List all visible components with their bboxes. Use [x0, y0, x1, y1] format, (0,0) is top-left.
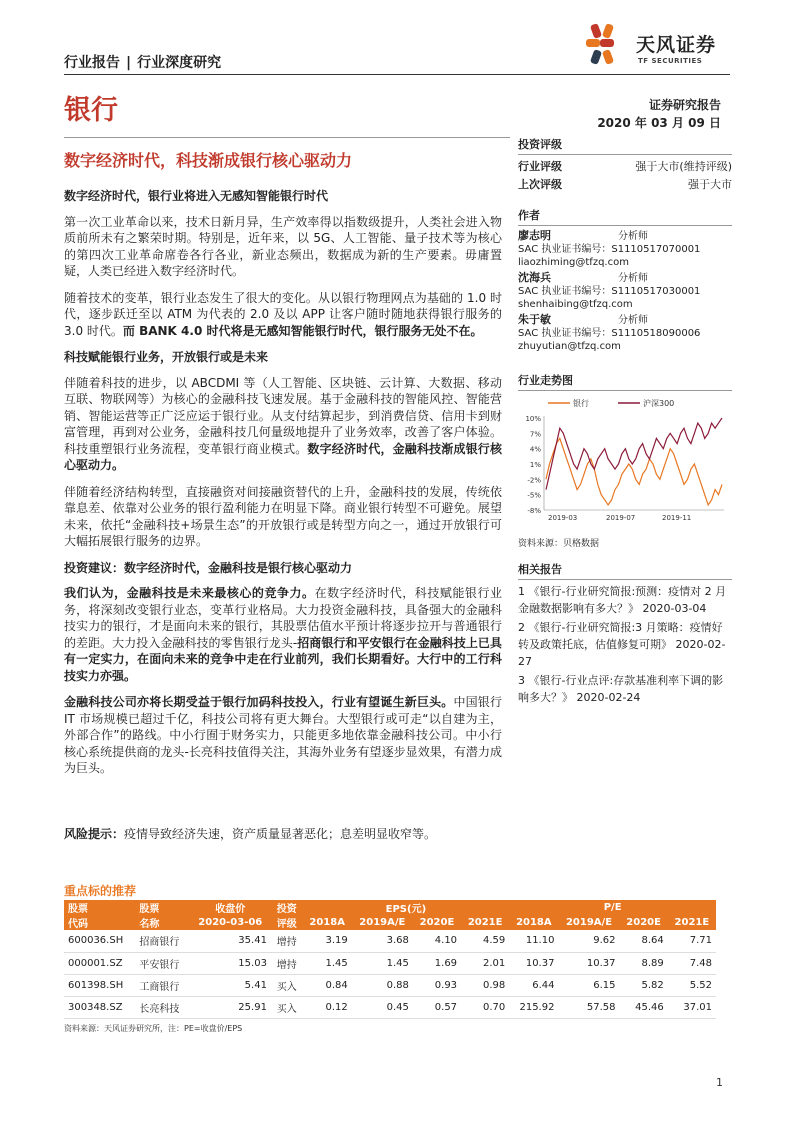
- table-cell: 000001.SZ: [64, 952, 135, 974]
- header-cell: 2020E: [620, 915, 668, 930]
- title-divider: [64, 137, 510, 138]
- table-cell: 0.88: [352, 974, 413, 996]
- analyst-email[interactable]: zhuyutian@tfzq.com: [518, 341, 621, 352]
- analyst-role: 分析师: [618, 273, 648, 284]
- prev-rating-label: 上次评级: [518, 178, 562, 191]
- analyst-name: 廖志明: [518, 229, 551, 242]
- paragraph-5-emphasis: 招商银行和平安银行在金融科技上已具有一定实力，在面向未来的竞争中走在行业前列，我们长期看好。大行中的工行科技实力亦强。: [64, 635, 502, 683]
- header-divider: [64, 74, 730, 75]
- related-report-item[interactable]: 2 《银行-行业研究简报:3 月策略：疫情好转及政策托底，估值修复可期》 2020-02-27: [518, 621, 726, 668]
- table-cell: 0.45: [352, 996, 413, 1018]
- analyst-cert: SAC 执业证书编号：S1110518090006: [518, 328, 701, 339]
- paragraph-4: 伴随着经济结构转型，直接融资对间接融资替代的上升，金融科技的发展，传统依靠息差、依靠对公业务的银行盈利能力在明显下降。商业银行转型不可避免。展望未来，依托“金融科技+场景生态”的开放银行或是转型方向之一，通过开放银行可大幅拓展银行服务的边界。: [64, 484, 502, 548]
- industry-rating-label: 行业评级: [518, 160, 562, 173]
- analyst-name: 沈海兵: [518, 271, 551, 284]
- table-cell: 0.70: [461, 996, 509, 1018]
- header-cell: 2018A: [509, 915, 558, 930]
- table-cell: 5.41: [190, 974, 271, 996]
- related-report-item[interactable]: 3 《银行-行业点评:存款基准利率下调的影响多大？》 2020-02-24: [518, 674, 724, 704]
- y-tick-label: 4%: [529, 445, 541, 454]
- author-heading: 作者: [518, 207, 732, 226]
- report-type: 证券研究报告: [648, 98, 721, 112]
- table-cell: 45.46: [620, 996, 668, 1018]
- series-line-bank: [546, 438, 722, 505]
- table-cell: 2.01: [461, 952, 509, 974]
- table-cell: 10.37: [558, 952, 619, 974]
- paragraph-6-text: 中国银行 IT 市场规模已超过千亿，科技公司将有更大舞台。大型银行或可走“以自建为主，外部合作”的路线。中小行囿于财务实力，只能更多地依靠金融科技公司。中小行核心系统提供商的龙头-长亮科技值得关注，其海外业务有望逐步显效果，有潜力成为巨头。: [64, 695, 502, 775]
- related-heading: 相关报告: [518, 561, 732, 580]
- table-cell: 11.10: [509, 930, 558, 952]
- header-cell: 2019A/E: [558, 915, 619, 930]
- table-source-note: 资料来源：天风证券研究所，注：PE=收盘价/EPS: [64, 1024, 243, 1033]
- table-cell: 平安银行: [135, 952, 189, 974]
- series-line-csi300: [546, 418, 722, 490]
- table-cell: 9.62: [558, 930, 619, 952]
- prev-rating-value: 强于大市: [688, 178, 732, 191]
- header-cell: 2019A/E: [352, 915, 413, 930]
- table-cell: 7.48: [668, 952, 716, 974]
- stock-recommendation-table: [64, 900, 716, 1019]
- header-cell: 名称: [135, 915, 189, 930]
- paragraph-2-text: 随着技术的变革，银行业态发生了很大的变化。从以银行物理网点为基础的 1.0 时代，逐步跃迁至以 ATM 为代表的 2.0 及以 APP 让客户随时随地获得银行服务的 3.0 时代。: [64, 290, 502, 338]
- x-tick-label: 2019-03: [548, 514, 578, 522]
- y-tick-label: 7%: [529, 430, 541, 439]
- table-cell: 10.37: [509, 952, 558, 974]
- report-date: 2020 年 03 月 09 日: [597, 116, 721, 130]
- table-row: [64, 996, 716, 1018]
- header-cell: 2021E: [461, 915, 509, 930]
- table-cell: 增持: [271, 952, 303, 974]
- paragraph-6: [64, 694, 502, 777]
- prev-rating-row: [518, 176, 732, 194]
- table-cell: 7.71: [668, 930, 716, 952]
- table-cell: 215.92: [509, 996, 558, 1018]
- table-cell: 5.52: [668, 974, 716, 996]
- paragraph-1: 第一次工业革命以来，技术日新月异，生产效率得以指数级提升，人类社会进入物质前所未有之繁荣时期。特别是，近年来，以 5G、人工智能、量子技术等为核心的第四次工业革命席卷各行各业，新业态频出，数据成为新的生产要素。毋庸置疑，人类已经进入数字经济时代。: [64, 214, 502, 278]
- table-cell: 57.58: [558, 996, 619, 1018]
- header-cell: 股票: [135, 900, 189, 915]
- table-cell: 35.41: [190, 930, 271, 952]
- table-cell: 买入: [271, 996, 303, 1018]
- header-cell: 2021E: [668, 915, 716, 930]
- table-cell: 0.84: [303, 974, 352, 996]
- subcategory-label: 行业深度研究: [137, 55, 222, 71]
- analyst-card: [518, 271, 732, 311]
- rating-panel: [518, 136, 732, 194]
- paragraph-5: [64, 585, 502, 684]
- table-cell: 8.89: [620, 952, 668, 974]
- industry-trend-chart: [518, 392, 732, 532]
- rating-heading: 投资评级: [518, 136, 732, 155]
- table-row: [64, 952, 716, 974]
- paragraph-2-emphasis: 而 BANK 4.0 时代将是无感知智能银行时代，银行服务无处不在。: [122, 323, 483, 338]
- table-header-row: [64, 915, 716, 930]
- category-separator: |: [126, 55, 132, 71]
- y-tick-label: -5%: [527, 491, 541, 500]
- header-cell: 2020E: [413, 915, 461, 930]
- header-cell: EPS(元): [303, 900, 510, 915]
- analyst-cert: SAC 执业证书编号：S1110517030001: [518, 286, 701, 297]
- table-cell: 6.44: [509, 974, 558, 996]
- table-cell: 8.64: [620, 930, 668, 952]
- table-cell: 0.12: [303, 996, 352, 1018]
- legend-label: 沪深300: [643, 399, 675, 408]
- table-cell: 25.91: [190, 996, 271, 1018]
- table-cell: 0.57: [413, 996, 461, 1018]
- table-cell: 1.69: [413, 952, 461, 974]
- related-panel: [518, 561, 732, 708]
- related-report-item[interactable]: 1 《银行-行业研究简报:预测：疫情对 2 月金融数据影响有多大？》 2020-03-04: [518, 585, 727, 615]
- analyst-role: 分析师: [618, 315, 648, 326]
- table-cell: 0.93: [413, 974, 461, 996]
- table-cell: 长亮科技: [135, 996, 189, 1018]
- y-tick-label: 1%: [529, 461, 541, 469]
- analyst-email[interactable]: liaozhiming@tfzq.com: [518, 257, 629, 268]
- analyst-email[interactable]: shenhaibing@tfzq.com: [518, 299, 633, 310]
- header-cell: 代码: [64, 915, 135, 930]
- paragraph-5-lead: 我们认为，金融科技是未来最核心的竞争力。: [64, 586, 315, 600]
- paragraph-3-emphasis: 数字经济时代，金融科技渐成银行核心驱动力。: [64, 441, 502, 472]
- table-cell: 1.45: [352, 952, 413, 974]
- x-tick-label: 2019-07: [606, 514, 636, 522]
- trend-heading: 行业走势图: [518, 372, 732, 391]
- analyst-card: [518, 229, 732, 269]
- table-cell: 0.98: [461, 974, 509, 996]
- risk-note: [64, 825, 436, 842]
- table-cell: 600036.SH: [64, 930, 135, 952]
- table-cell: 工商银行: [135, 974, 189, 996]
- table-cell: 3.19: [303, 930, 352, 952]
- table-cell: 601398.SH: [64, 974, 135, 996]
- table-cell: 5.82: [620, 974, 668, 996]
- header-cell: P/E: [509, 900, 716, 915]
- table-cell: 增持: [271, 930, 303, 952]
- risk-text: 疫情导致经济失速，资产质量显著恶化；息差明显收窄等。: [124, 827, 437, 841]
- logo-chinese-name: 天风证券: [636, 34, 717, 56]
- analyst-role: 分析师: [618, 231, 648, 242]
- stock-table-title: 重点标的推荐: [64, 884, 137, 898]
- main-content: [64, 188, 502, 787]
- section-heading-3: 投资建议：数字经济时代，金融科技是银行核心驱动力: [64, 560, 353, 575]
- header-cell: 2018A: [303, 915, 352, 930]
- table-row: [64, 974, 716, 996]
- page-number: 1: [716, 1076, 723, 1089]
- table-cell: 4.10: [413, 930, 461, 952]
- y-tick-label: -2%: [527, 476, 541, 485]
- table-row: [64, 930, 716, 952]
- report-title: 数字经济时代，科技渐成银行核心驱动力: [64, 151, 353, 170]
- paragraph-2: [64, 290, 502, 340]
- trend-panel: [518, 372, 732, 394]
- author-panel: [518, 207, 732, 355]
- analyst-name: 朱于敏: [518, 313, 551, 326]
- table-cell: 300348.SZ: [64, 996, 135, 1018]
- x-tick-label: 2019-11: [662, 514, 692, 522]
- industry-rating-row: [518, 158, 732, 176]
- table-cell: 15.03: [190, 952, 271, 974]
- header-cell: 股票: [64, 900, 135, 915]
- paragraph-3-text: 伴随着科技的进步，以 ABCDMI 等（人工智能、区块链、云计算、大数据、移动互联、物联网等）为核心的金融科技飞速发展。基于金融科技的智能风控、智能营销、智能运营等正广泛应运于银行业。从支付结算起步，到消费信贷、信用卡到财富管理，再到对公业务，金融科技几何量级地提升了业务效率，改善了客户体验。科技重塑银行业务流程，变革银行商业模式。: [64, 375, 502, 456]
- table-cell: 招商银行: [135, 930, 189, 952]
- header-cell: 投资: [271, 900, 303, 915]
- section-heading-1: 数字经济时代，银行业将进入无感知智能银行时代: [64, 189, 329, 203]
- logo-english-name: TF SECURITIES: [638, 57, 703, 65]
- section-heading-2: 科技赋能银行业务，开放银行或是未来: [64, 350, 269, 364]
- paragraph-6-lead: 金融科技公司亦将长期受益于银行加码科技投入，行业有望诞生新巨头。: [64, 695, 454, 709]
- sector-title: 银行: [64, 95, 118, 126]
- table-header-row: [64, 900, 716, 915]
- header-cell: 评级: [271, 915, 303, 930]
- table-cell: 4.59: [461, 930, 509, 952]
- table-cell: 3.68: [352, 930, 413, 952]
- table-cell: 37.01: [668, 996, 716, 1018]
- y-tick-label: -8%: [527, 507, 541, 515]
- report-category: [64, 52, 221, 72]
- legend-label: 银行: [573, 399, 589, 408]
- risk-label: 风险提示：: [64, 827, 125, 841]
- header-cell: 收盘价: [190, 900, 271, 915]
- table-cell: 6.15: [558, 974, 619, 996]
- table-cell: 买入: [271, 974, 303, 996]
- category-label: 行业报告: [64, 55, 120, 71]
- chart-source: 资料来源：贝格数据: [518, 539, 600, 549]
- table-cell: 1.45: [303, 952, 352, 974]
- y-tick-label: 10%: [525, 415, 541, 423]
- paragraph-5-text: 在数字经济时代，科技赋能银行业务，将深刻改变银行业态，变革行业格局。大力投资金融科技，具备强大的金融科技实力的银行，才是面向未来的银行，其股票估值水平预计将逐步拉开与普通银行的差距。大力投入金融科技的零售银行龙头-: [64, 586, 502, 650]
- header-cell: 2020-03-06: [190, 915, 271, 930]
- industry-rating-value: 强于大市(维持评级): [635, 160, 732, 173]
- analyst-cert: SAC 执业证书编号：S1110517070001: [518, 244, 701, 255]
- paragraph-3: [64, 375, 502, 474]
- analyst-card: [518, 313, 732, 353]
